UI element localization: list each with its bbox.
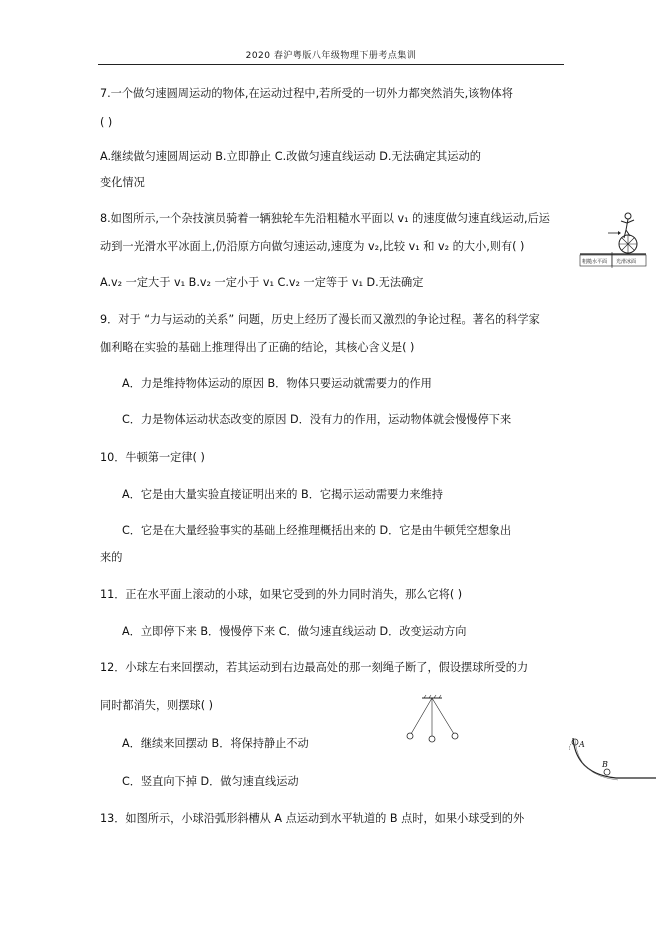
- question-9-options-cd: C．力是物体运动状态改变的原因 D．没有力的作用，运动物体就会慢慢停下来: [122, 413, 512, 426]
- question-7-options-cont: 变化情况: [100, 176, 145, 189]
- question-10-options-ab: A．它是由大量实验直接证明出来的 B．它揭示运动需要力来维持: [122, 488, 443, 501]
- question-10-options-cd: C．它是在大量经验事实的基础上经推理概括出来的 D．它是由牛顿凭空想象出: [122, 524, 512, 537]
- question-13-text: 13．如图所示，小球沿弧形斜槽从 A 点运动到水平轨道的 B 点时，如果小球受到的外: [100, 812, 525, 825]
- unicycle-figure: [578, 208, 648, 274]
- question-8-options: A.v₂ 一定大于 v₁ B.v₂ 一定小于 v₁ C.v₂ 一定等于 v₁ D.无法确定: [100, 276, 424, 289]
- question-9-text-cont: 伽利略在实验的基础上推理得出了正确的结论，其核心含义是( ): [100, 341, 415, 354]
- question-10-options-cont: 来的: [100, 551, 123, 564]
- question-9-text: 9．对于 “力与运动的关系” 问题，历史上经历了漫长而又激烈的争论过程。著名的科学家: [100, 313, 540, 326]
- question-12-text: 12．小球左右来回摆动，若其运动到右边最高处的那一刻绳子断了，假设摆球所受的力: [100, 661, 529, 674]
- point-a-label: A: [579, 740, 585, 749]
- question-8-text-cont: 动到一光滑水平冰面上,仍沿原方向做匀速运动,速度为 v₂,比较 v₁ 和 v₂ 的大小,则有( ): [100, 240, 525, 253]
- question-12-text-cont: 同时都消失，则摆球( ): [100, 699, 213, 712]
- question-12-options-cd: C．竖直向下掉 D．做匀速直线运动: [122, 775, 299, 788]
- question-10-text: 10．牛顿第一定律( ): [100, 451, 205, 464]
- question-11-text: 11．正在水平面上滚动的小球，如果它受到的外力同时消失，那么它将( ): [100, 588, 463, 601]
- question-12-options-ab: A．继续来回摆动 B．将保持静止不动: [122, 737, 309, 750]
- rough-surface-label: 粗糙水平面: [582, 259, 608, 265]
- question-11-options: A．立即停下来 B．慢慢停下来 C．做匀速直线运动 D．改变运动方向: [122, 625, 467, 638]
- question-9-options-ab: A．力是维持物体运动的原因 B．物体只要运动就需要力的作用: [122, 377, 432, 390]
- question-8-text: 8.如图所示,一个杂技演员骑着一辆独轮车先沿粗糙水平面以 v₁ 的速度做匀速直线运动,后运: [100, 212, 550, 225]
- question-7-options: A.继续做匀速圆周运动 B.立即静止 C.改做匀速直线运动 D.无法确定其运动的: [100, 150, 481, 163]
- question-7-blank: ( ): [100, 116, 113, 129]
- point-b-label: B: [602, 760, 608, 769]
- page-header: 2020 春沪粤版八年级物理下册考点集训: [98, 48, 564, 65]
- curved-track-figure: [566, 734, 658, 804]
- pendulum-figure: [400, 694, 470, 746]
- question-7-text: 7.一个做匀速圆周运动的物体,在运动过程中,若所受的一切外力都突然消失,该物体将: [100, 87, 513, 100]
- ice-surface-label: 光滑冰面: [616, 259, 637, 265]
